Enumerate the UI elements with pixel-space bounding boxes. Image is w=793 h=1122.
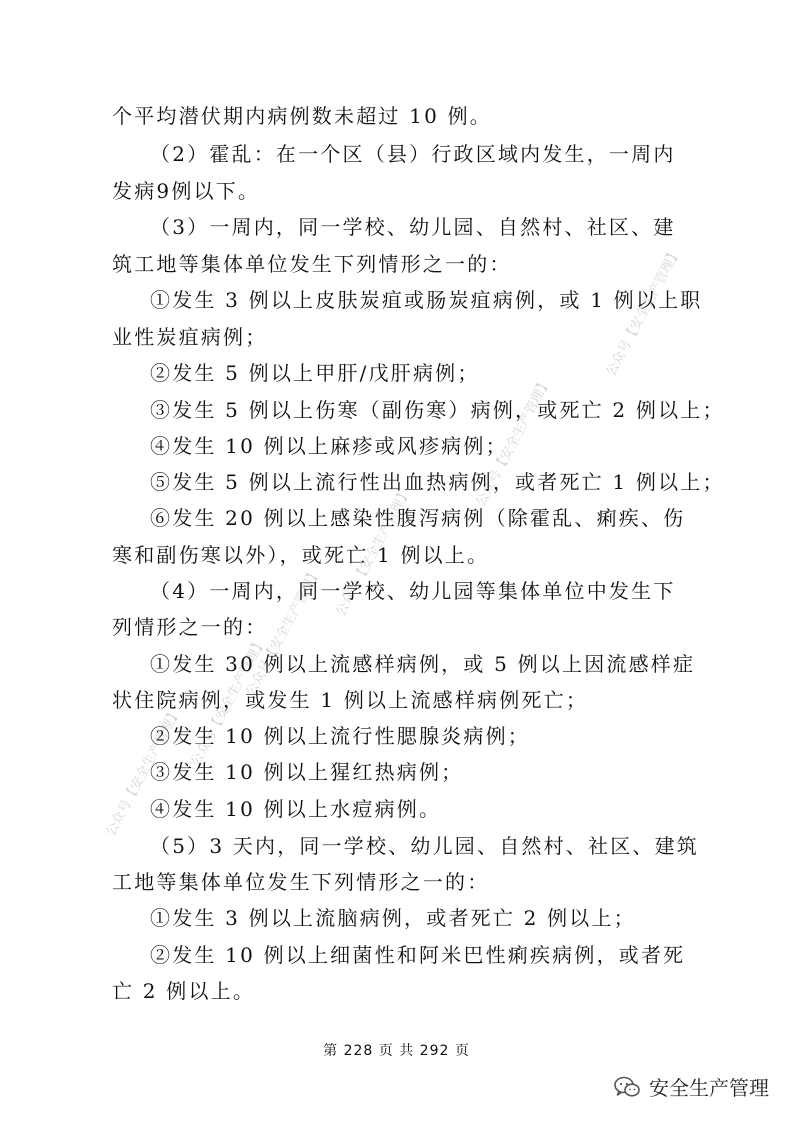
text-line: ④发生 10 例以上水痘病例。 [150,797,442,821]
text-line: （5）3 天内，同一学校、幼儿园、自然村、社区、建筑 [150,834,700,858]
text-line: ⑥发生 20 例以上感染性腹泻病例（除霍乱、痢疾、伤 [150,506,686,530]
text-line: ⑤发生 5 例以上流行性出血热病例，或者死亡 1 例以上； [150,470,725,494]
text-line: ③发生 10 例以上猩红热病例； [150,760,464,784]
brand-name: 安全生产管理 [649,1076,769,1100]
text-line: ①发生 3 例以上皮肤炭疽或肠炭疽病例，或 1 例以上职 [150,288,703,312]
text-line: （2）霍乱：在一个区（县）行政区域内发生，一周内 [150,142,676,166]
brand-mark [613,1072,769,1101]
page-number: 第 228 页 共 292 页 [323,1043,470,1059]
watermark: 公众号【安全生产管理】 [103,705,184,839]
text-line: （4）一周内，同一学校、幼儿园等集体单位中发生下 [150,579,676,603]
watermark: 公众号【安全生产管理】 [333,485,414,619]
watermark: 公众号【安全生产管理】 [473,375,554,509]
text-line: 状住院病例，或发生 1 例以上流感样病例死亡； [112,688,589,712]
wechat-icon [613,1075,641,1099]
text-line: 业性炭疽病例； [112,325,268,349]
watermark: 公众号【安全生产管理】 [243,565,324,699]
text-line: （3）一周内，同一学校、幼儿园、自然村、社区、建 [150,215,676,239]
text-line: ④发生 10 例以上麻疹或风疹病例； [150,434,508,458]
text-line: ③发生 5 例以上伤寒（副伤寒）病例，或死亡 2 例以上； [150,398,725,422]
watermark: 公众号【安全生产管理】 [603,245,684,379]
text-line: 筑工地等集体单位发生下列情形之一的： [112,252,512,276]
text-line: ①发生 30 例以上流感样病例，或 5 例以上因流感样症 [150,652,696,676]
text-line: 列情形之一的： [112,615,268,639]
text-line: 寒和副伤寒以外），或死亡 1 例以上。 [112,543,490,567]
text-line: 发病9例以下。 [112,179,261,203]
text-line: ①发生 3 例以上流脑病例，或者死亡 2 例以上； [150,906,636,930]
text-line: ②发生 10 例以上流行性腮腺炎病例； [150,724,530,748]
text-line: ②发生 5 例以上甲肝/戊肝病例； [150,361,480,385]
text-line: 工地等集体单位发生下列情形之一的： [112,870,490,894]
watermark: 公众号【安全生产管理】 [188,635,269,769]
text-line: 个平均潜伏期内病例数未超过 10 例。 [112,104,492,128]
text-line: 亡 2 例以上。 [112,979,256,1003]
text-line: ②发生 10 例以上细菌性和阿米巴性痢疾病例，或者死 [150,943,686,967]
